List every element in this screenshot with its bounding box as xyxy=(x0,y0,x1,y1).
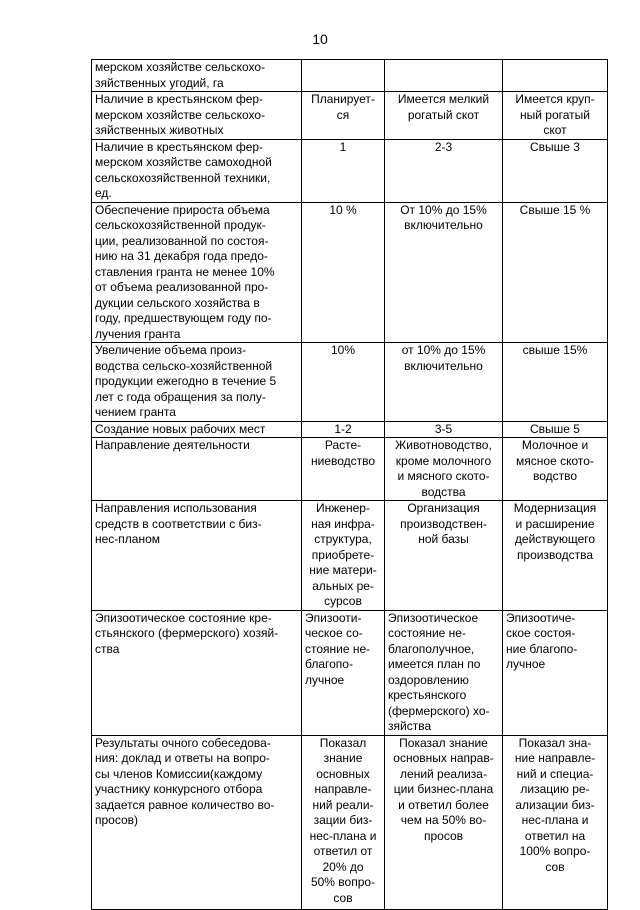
score-cell-1: Эпизооти- ческое со- стояние не- благопо- лучное xyxy=(302,610,385,735)
criterion-cell: Увеличение объема произ- водства сельско-хозяйственной продукции ежегодно в течение 5 лет с года обращения за полу- чением гранта xyxy=(92,343,302,422)
criterion-cell: Эпизоотическое состояние кре- стьянского (фермерского) хозяй- ства xyxy=(92,610,302,735)
criterion-cell: Результаты очного собеседова- ния: доклад и ответы на вопро- сы членов Комиссии(каждому участнику конкурсного отбора задается равное количество во- просов) xyxy=(92,735,302,909)
score-cell-3: Молочное и мясное ското- водство xyxy=(503,438,608,501)
score-cell-3: Показал зна- ние направле- ний и специа- лизацию ре- ализации биз- нес-плана и ответил на 100% вопро- сов xyxy=(503,735,608,909)
score-cell-2: Имеется мелкий рогатый скот xyxy=(385,92,503,140)
score-cell-1: 10 % xyxy=(302,202,385,343)
score-cell-1: 1-2 xyxy=(302,421,385,438)
score-cell-3: свыше 15% xyxy=(503,343,608,422)
table-row xyxy=(92,501,608,611)
table-row xyxy=(92,610,608,735)
score-cell-1: 1 xyxy=(302,139,385,202)
criterion-cell: мерском хозяйстве сельскохо- зяйственных угодий, га xyxy=(92,60,302,92)
score-cell-2: От 10% до 15% включительно xyxy=(385,202,503,343)
score-cell-1: Расте- ниеводство xyxy=(302,438,385,501)
table-row xyxy=(92,438,608,501)
score-cell-1 xyxy=(302,60,385,92)
score-cell-2 xyxy=(385,60,503,92)
score-cell-3: Эпизоотиче- ское состоя- ние благопо- лучное xyxy=(503,610,608,735)
criterion-cell: Наличие в крестьянском фер- мерском хозяйстве самоходной сельскохозяйственной техники, ед. xyxy=(92,139,302,202)
table-row xyxy=(92,735,608,909)
score-cell-1: Планирует- ся xyxy=(302,92,385,140)
score-cell-3: Имеется круп- ный рогатый скот xyxy=(503,92,608,140)
table-row xyxy=(92,343,608,422)
score-cell-3 xyxy=(503,60,608,92)
criteria-table xyxy=(91,59,608,910)
criterion-cell: Направление деятельности xyxy=(92,438,302,501)
score-cell-1: 10% xyxy=(302,343,385,422)
score-cell-2: Животноводство, кроме молочного и мясного ското- водства xyxy=(385,438,503,501)
score-cell-3: Свыше 5 xyxy=(503,421,608,438)
score-cell-2: 3-5 xyxy=(385,421,503,438)
score-cell-2: Показал знание основных направ- лений реализа- ции бизнес-плана и ответил более чем на 50% во- просов xyxy=(385,735,503,909)
criterion-cell: Наличие в крестьянском фер- мерском хозяйстве сельскохо- зяйственных животных xyxy=(92,92,302,140)
table-row xyxy=(92,60,608,92)
criterion-cell: Направления использования средств в соответствии с биз- нес-планом xyxy=(92,501,302,611)
score-cell-1: Инженер- ная инфра- структура, приобрете- ние матери- альных ре- сурсов xyxy=(302,501,385,611)
score-cell-2: Организация производствен- ной базы xyxy=(385,501,503,611)
score-cell-2: 2-3 xyxy=(385,139,503,202)
score-cell-3: Свыше 15 % xyxy=(503,202,608,343)
score-cell-3: Свыше 3 xyxy=(503,139,608,202)
table-row xyxy=(92,202,608,343)
criterion-cell: Создание новых рабочих мест xyxy=(92,421,302,438)
table-row xyxy=(92,92,608,140)
table-row xyxy=(92,139,608,202)
table-row xyxy=(92,421,608,438)
score-cell-2: от 10% до 15% включительно xyxy=(385,343,503,422)
criterion-cell: Обеспечение прироста объема сельскохозяйственной продук- ции, реализованной по состоя- нию на 31 декабря года предо- ставления гранта не менее 10% от объема реализованной про- дукции сельского хозяйства в году, предшествующем году по- лучения гранта xyxy=(92,202,302,343)
score-cell-2: Эпизоотическое состояние не- благополучное, имеется план по оздоровлению крестьянского (фермерского) хо- зяйства xyxy=(385,610,503,735)
page-number: 10 xyxy=(312,31,328,47)
score-cell-1: Показал знание основных направле- ний реали- зации биз- нес-плана и ответил от 20% до 50% вопро- сов xyxy=(302,735,385,909)
score-cell-3: Модернизация и расширение действующего производства xyxy=(503,501,608,611)
